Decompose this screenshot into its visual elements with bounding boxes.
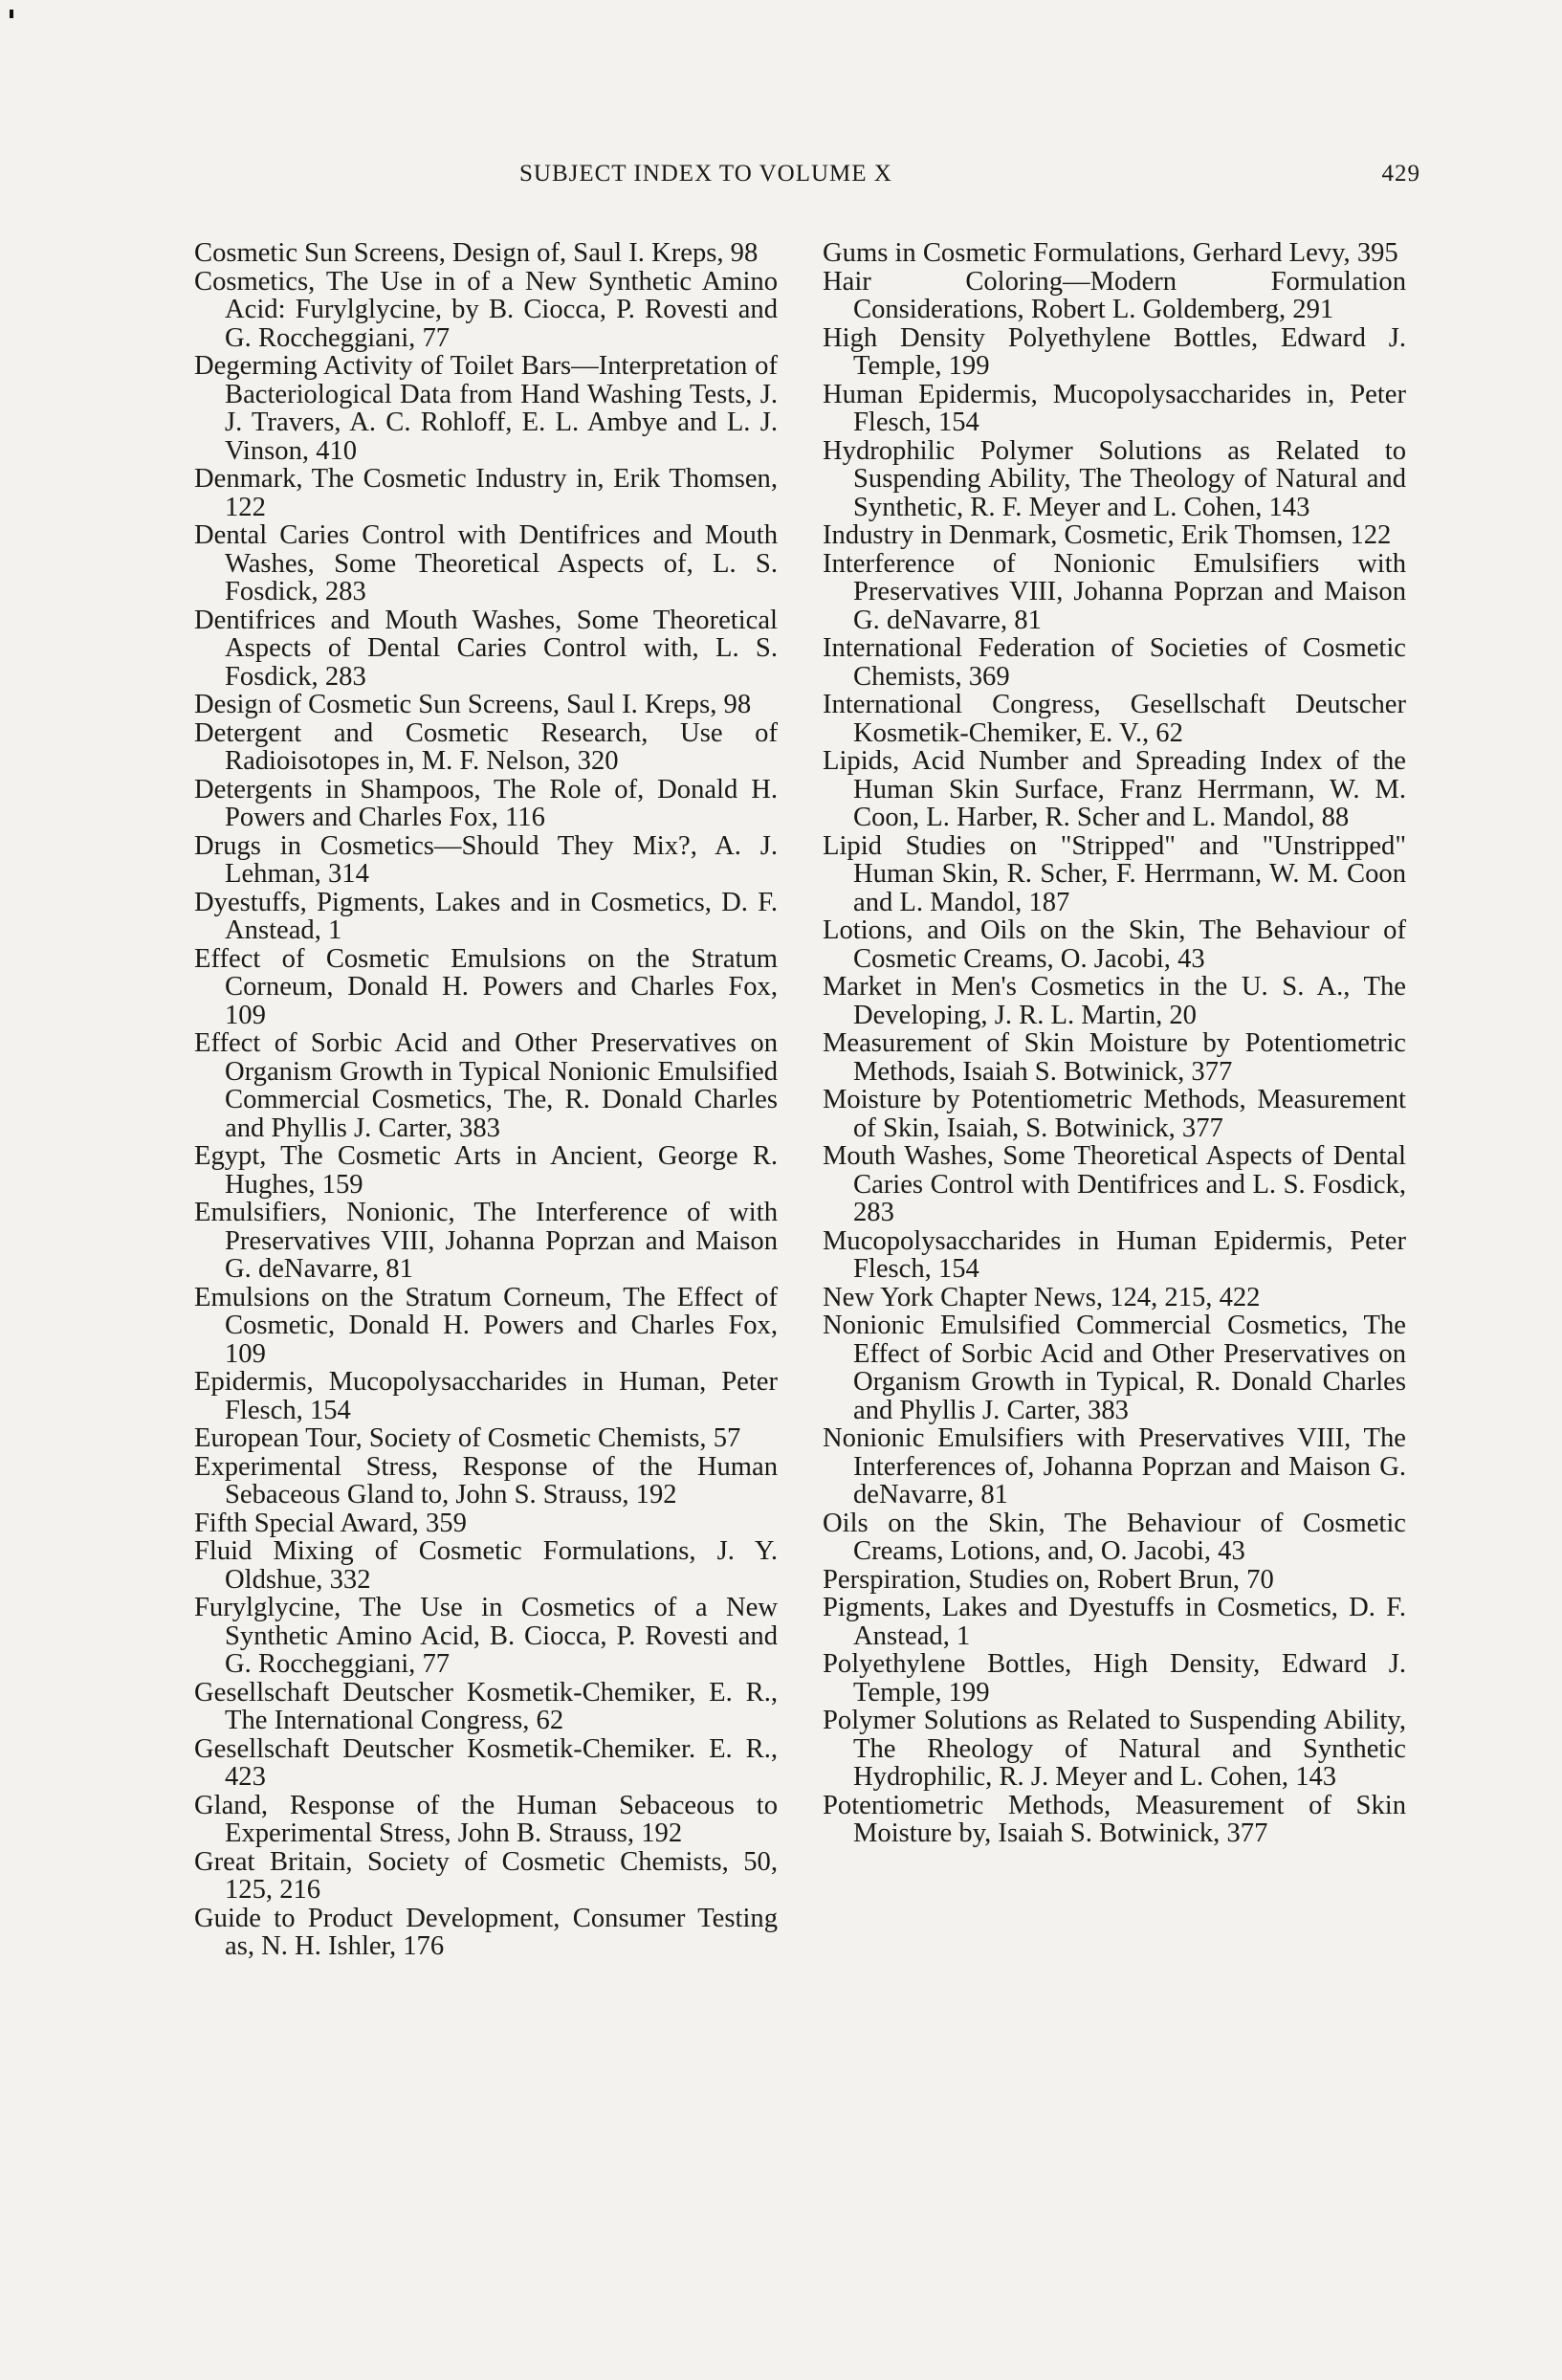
index-entry: Fluid Mixing of Cosmetic Formulations, J. Y. Oldshue, 332 [194, 1536, 778, 1595]
running-title: SUBJECT INDEX TO VOLUME X [519, 161, 892, 187]
index-entry: Design of Cosmetic Sun Screens, Saul I. Kreps, 98 [194, 690, 752, 719]
index-entry: Emulsifiers, Nonionic, The Interference of with Preservatives VIII, Johanna Poprzan and Maison G. deNavarre, 81 [194, 1198, 778, 1284]
index-column-left [194, 239, 778, 1961]
index-entry: Oils on the Skin, The Behaviour of Cosmetic Creams, Lotions, and, O. Jacobi, 43 [823, 1508, 1406, 1566]
index-entry: Cosmetics, The Use in of a New Synthetic Amino Acid: Furylglycine, by B. Ciocca, P. Rovesti and G. Roccheggiani, 77 [194, 266, 778, 353]
index-entry: Lipids, Acid Number and Spreading Index of the Human Skin Surface, Franz Herrmann, W. M. Coon, L. Harber, R. Scher and L. Mandol, 88 [823, 746, 1406, 832]
index-entry: Guide to Product Development, Consumer Testing as, N. H. Ishler, 176 [194, 1903, 778, 1961]
index-entry: Drugs in Cosmetics—Should They Mix?, A. J. Lehman, 314 [194, 830, 778, 889]
index-entry: Great Britain, Society of Cosmetic Chemists, 50, 125, 216 [194, 1846, 778, 1905]
index-entry: New York Chapter News, 124, 215, 422 [823, 1282, 1261, 1312]
index-entry: Lipid Studies on "Stripped" and "Unstripped" Human Skin, R. Scher, F. Herrmann, W. M. Coon and L. Mandol, 187 [823, 830, 1406, 917]
index-entry: Industry in Denmark, Cosmetic, Erik Thomsen, 122 [823, 520, 1392, 550]
index-entry: Mouth Washes, Some Theoretical Aspects of Dental Caries Control with Dentifrices and L. S. Fosdick, 283 [823, 1141, 1406, 1227]
index-entry: Measurement of Skin Moisture by Potentiometric Methods, Isaiah S. Botwinick, 377 [823, 1028, 1406, 1087]
index-entry: Epidermis, Mucopolysaccharides in Human, Peter Flesch, 154 [194, 1367, 778, 1425]
scan-mark [10, 10, 13, 18]
index-entry: Polymer Solutions as Related to Suspending Ability, The Rheology of Natural and Synthetic Hydrophilic, R. J. Meyer and L. Cohen, 143 [823, 1706, 1406, 1792]
index-entry: Potentiometric Methods, Measurement of Skin Moisture by, Isaiah S. Botwinick, 377 [823, 1790, 1406, 1848]
index-entry: Mucopolysaccharides in Human Epidermis, Peter Flesch, 154 [823, 1225, 1406, 1284]
index-entry: Gesellschaft Deutscher Kosmetik-Chemiker. E. R., 423 [194, 1733, 778, 1792]
index-entry: Experimental Stress, Response of the Human Sebaceous Gland to, John S. Strauss, 192 [194, 1451, 778, 1510]
index-entry: Human Epidermis, Mucopolysaccharides in, Peter Flesch, 154 [823, 379, 1406, 437]
index-entry: International Federation of Societies of Cosmetic Chemists, 369 [823, 633, 1406, 692]
index-entry: Furylglycine, The Use in Cosmetics of a New Synthetic Amino Acid, B. Ciocca, P. Rovesti and G. Roccheggiani, 77 [194, 1593, 778, 1679]
index-entry: Nonionic Emulsified Commercial Cosmetics, The Effect of Sorbic Acid and Other Preservatives on Organism Growth in Typical, R. Donald Charles and Phyllis J. Carter, 383 [823, 1311, 1406, 1425]
index-entry: Gums in Cosmetic Formulations, Gerhard Levy, 395 [823, 238, 1398, 268]
index-entry: Egypt, The Cosmetic Arts in Ancient, George R. Hughes, 159 [194, 1141, 778, 1200]
index-entry: Nonionic Emulsifiers with Preservatives VIII, The Interferences of, Johanna Poprzan and Maison G. deNavarre, 81 [823, 1423, 1406, 1510]
index-entry: Emulsions on the Stratum Corneum, The Effect of Cosmetic, Donald H. Powers and Charles Fox, 109 [194, 1282, 778, 1369]
index-entry: Dentifrices and Mouth Washes, Some Theoretical Aspects of Dental Caries Control with, L. S. Fosdick, 283 [194, 605, 778, 692]
index-entry: International Congress, Gesellschaft Deutscher Kosmetik-Chemiker, E. V., 62 [823, 690, 1406, 748]
index-entry: European Tour, Society of Cosmetic Chemists, 57 [194, 1423, 741, 1453]
index-entry: Interference of Nonionic Emulsifiers with Preservatives VIII, Johanna Poprzan and Maison G. deNavarre, 81 [823, 548, 1406, 635]
index-entry: Effect of Sorbic Acid and Other Preservatives on Organism Growth in Typical Nonionic Emulsified Commercial Cosmetics, The, R. Donald Charles and Phyllis J. Carter, 383 [194, 1028, 778, 1143]
index-entry: Pigments, Lakes and Dyestuffs in Cosmetics, D. F. Anstead, 1 [823, 1593, 1406, 1651]
index-entry: Dental Caries Control with Dentifrices and Mouth Washes, Some Theoretical Aspects of, L. S. Fosdick, 283 [194, 520, 778, 606]
index-entry: Denmark, The Cosmetic Industry in, Erik Thomsen, 122 [194, 464, 778, 522]
index-entry: Detergents in Shampoos, The Role of, Donald H. Powers and Charles Fox, 116 [194, 774, 778, 832]
index-entry: Degerming Activity of Toilet Bars—Interpretation of Bacteriological Data from Hand Washing Tests, J. J. Travers, A. C. Rohloff, E. L. Ambye and L. J. Vinson, 410 [194, 351, 778, 466]
index-entry: Moisture by Potentiometric Methods, Measurement of Skin, Isaiah, S. Botwinick, 377 [823, 1085, 1406, 1143]
index-column-right [823, 239, 1406, 1848]
index-entry: Fifth Special Award, 359 [194, 1508, 467, 1538]
page-number: 429 [1381, 161, 1420, 187]
index-entry: Detergent and Cosmetic Research, Use of Radioisotopes in, M. F. Nelson, 320 [194, 717, 778, 776]
index-entry: High Density Polyethylene Bottles, Edward J. Temple, 199 [823, 322, 1406, 381]
index-entry: Lotions, and Oils on the Skin, The Behaviour of Cosmetic Creams, O. Jacobi, 43 [823, 915, 1406, 974]
index-entry: Perspiration, Studies on, Robert Brun, 70 [823, 1564, 1274, 1595]
index-entry: Market in Men's Cosmetics in the U. S. A., The Developing, J. R. L. Martin, 20 [823, 972, 1406, 1030]
index-entry: Dyestuffs, Pigments, Lakes and in Cosmetics, D. F. Anstead, 1 [194, 887, 778, 945]
index-entry: Cosmetic Sun Screens, Design of, Saul I. Kreps, 98 [194, 238, 759, 268]
index-entry: Gland, Response of the Human Sebaceous to Experimental Stress, John B. Strauss, 192 [194, 1790, 778, 1848]
index-entry: Polyethylene Bottles, High Density, Edward J. Temple, 199 [823, 1649, 1406, 1708]
index-entry: Gesellschaft Deutscher Kosmetik-Chemiker, E. R., The International Congress, 62 [194, 1677, 778, 1735]
index-entry: Hydrophilic Polymer Solutions as Related to Suspending Ability, The Theology of Natural and Synthetic, R. F. Meyer and L. Cohen, 143 [823, 435, 1406, 522]
index-entry: Hair Coloring—Modern Formulation Considerations, Robert L. Goldemberg, 291 [823, 266, 1406, 324]
index-entry: Effect of Cosmetic Emulsions on the Stratum Corneum, Donald H. Powers and Charles Fox, 109 [194, 943, 778, 1030]
